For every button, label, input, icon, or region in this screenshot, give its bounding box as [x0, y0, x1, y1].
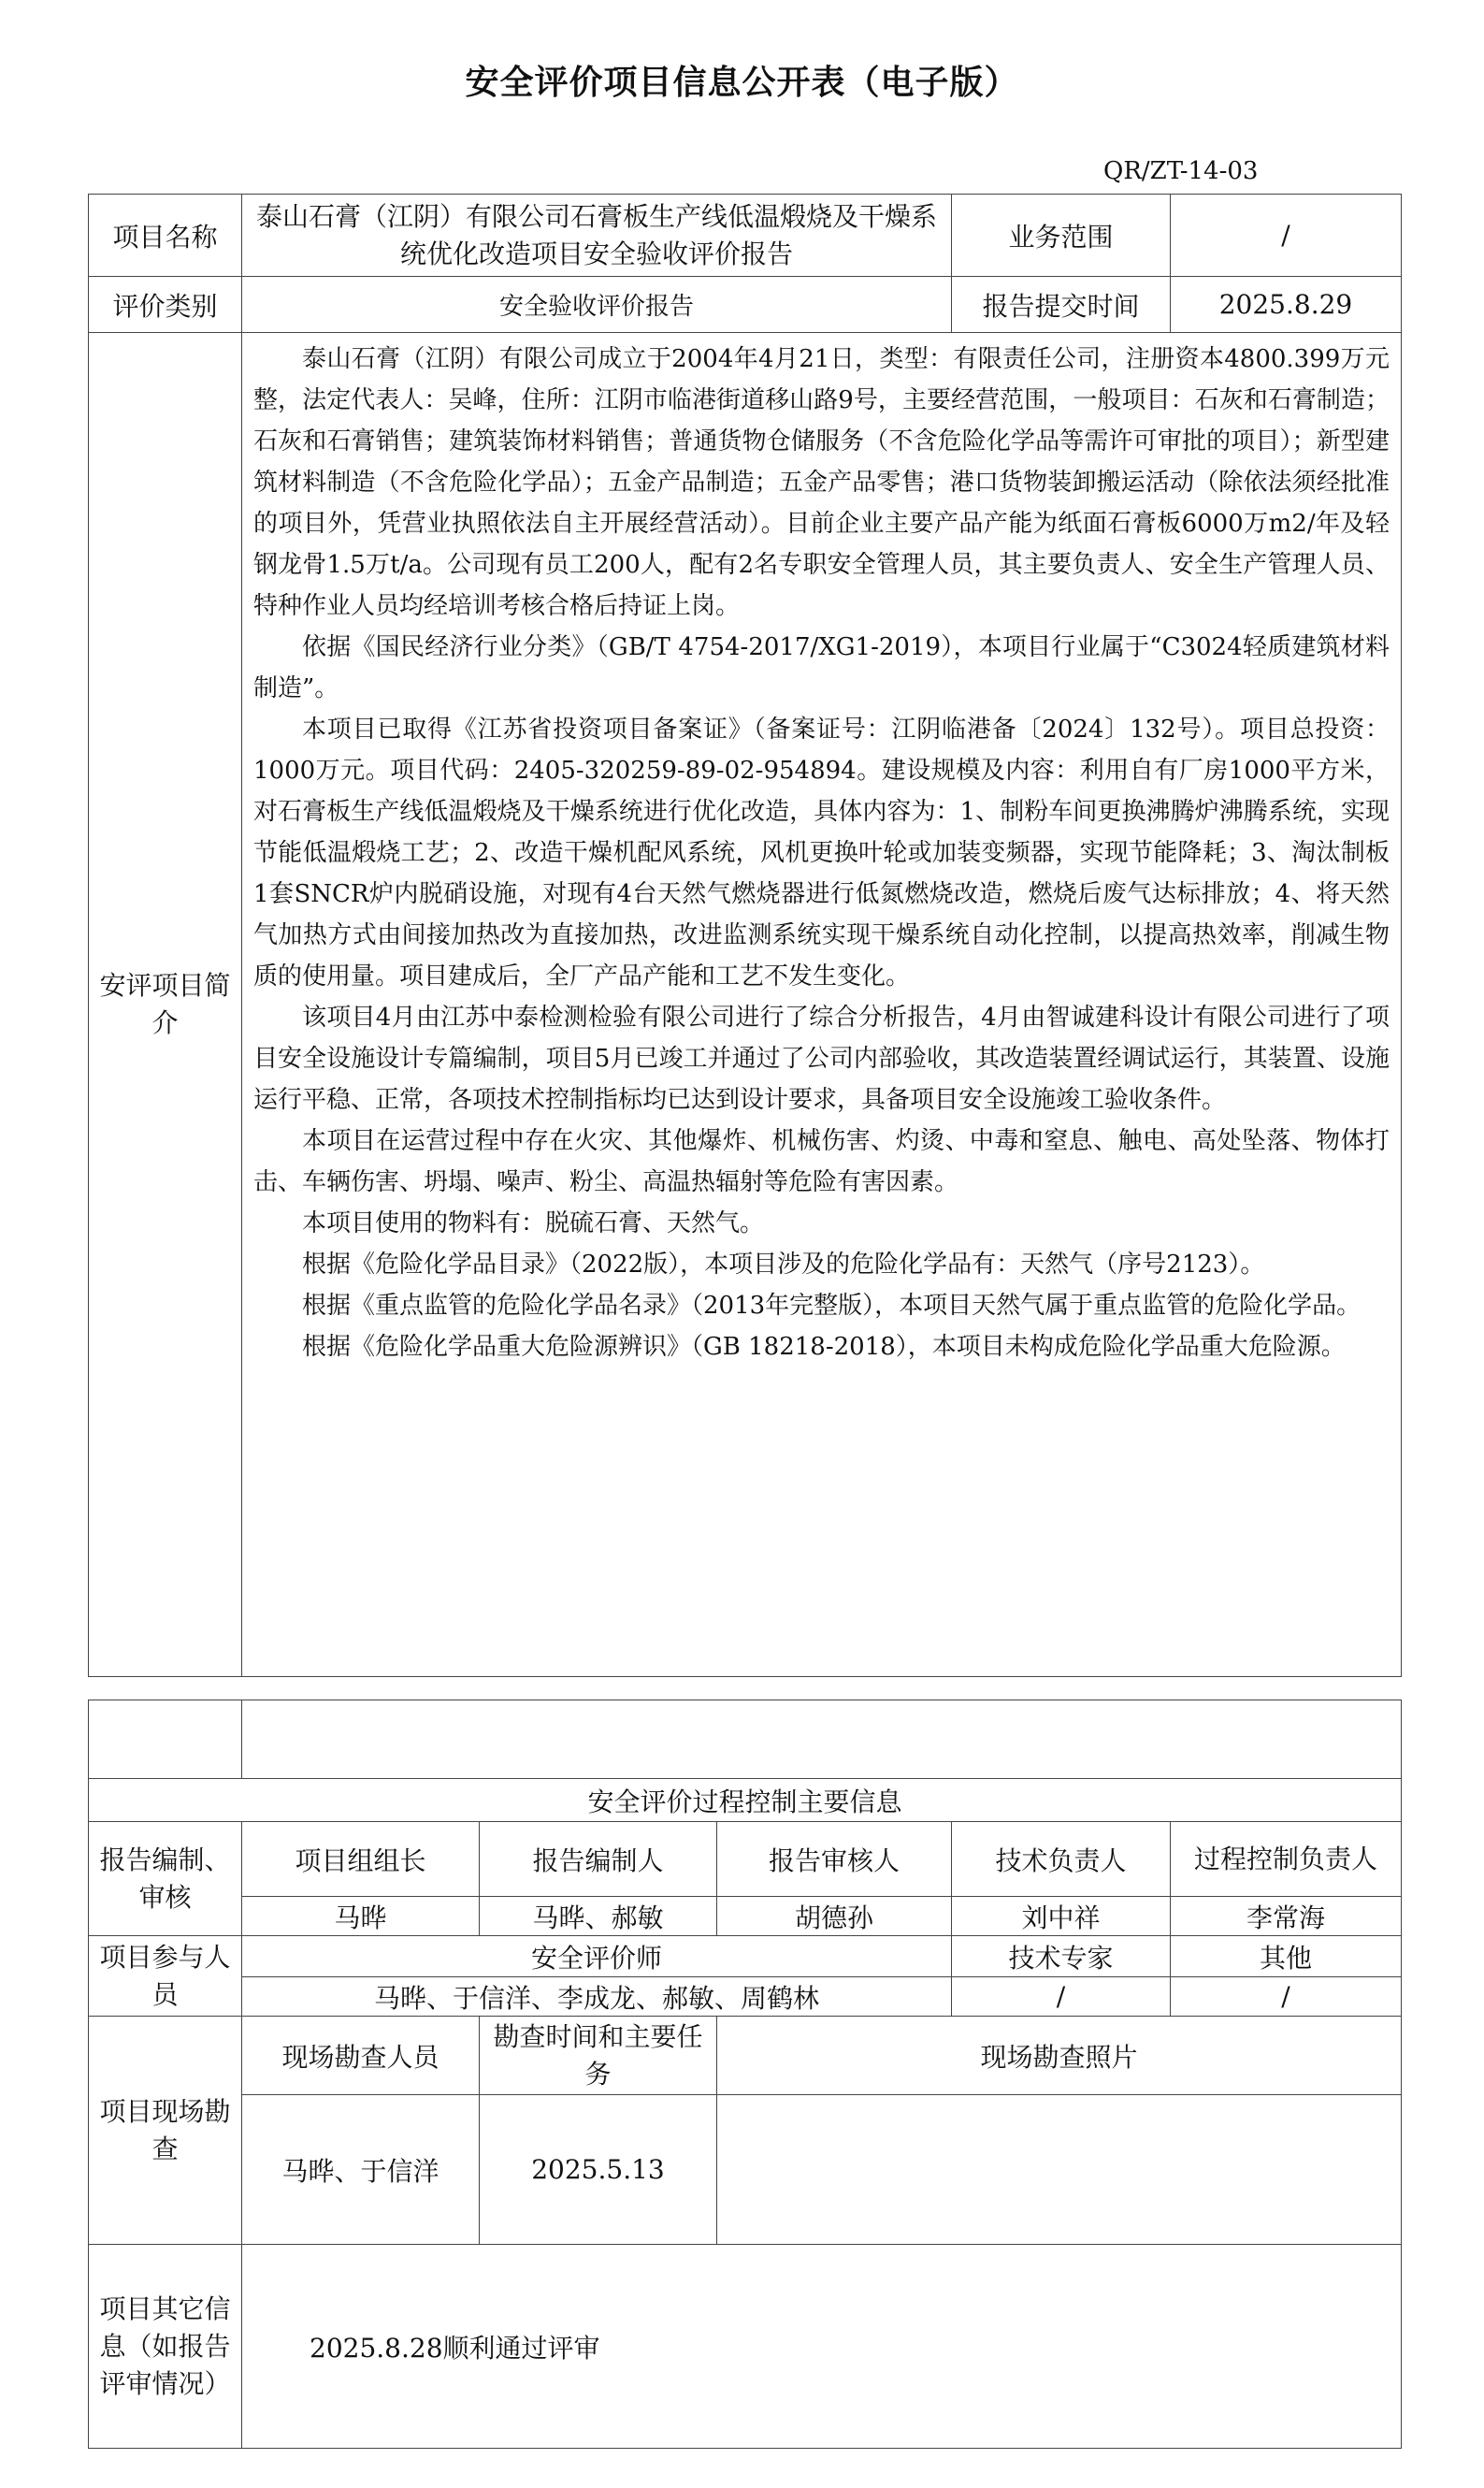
other-info-label: 项目其它信息（如报告评审情况） [89, 2245, 242, 2449]
person-cell: 胡德孙 [717, 1897, 952, 1936]
other-header: 其他 [1171, 1936, 1402, 1977]
others-value: / [1171, 1977, 1402, 2017]
intro-paragraph: 该项目4月由江苏中泰检测检验有限公司进行了综合分析报告，4月由智诚建科设计有限公司进行了项目安全设施设计专篇编制，项目5月已竣工并通过了公司内部验收，其改造装置经调试运行，其装置、设施运行平稳、正常，各项技术控制指标均已达到设计要求，具备项目安全设施竣工验收条件。 [253, 1004, 1390, 1114]
section-title: 安全评价过程控制主要信息 [89, 1779, 1402, 1822]
site-photo-area [717, 2095, 1402, 2245]
intro-paragraph: 本项目使用的物料有：脱硫石膏、天然气。 [302, 1209, 765, 1237]
person-cell: 李常海 [1171, 1897, 1402, 1936]
evaluators-value: 马晔、于信洋、李成龙、郝敏、周鹤林 [242, 1977, 952, 2017]
intro-paragraph: 本项目已取得《江苏省投资项目备案证》（备案证号：江阴临港备〔2024〕132号）。项目总投资：1000万元。项目代码：2405-320259-89-02-954894。建设规模及内容：利用自有厂房1000平方米，对石膏板生产线低温煅烧及干燥系统进行优化改造，具体内容为：1、制粉车间更换沸腾炉沸腾系统，实现节能低温煅烧工艺；2、改造干燥机配风系统，风机更换叶轮或加装变频器，实现节能降耗；3、淘汰制板1套SNCR炉内脱硝设施，对现有4台天然气燃烧器进行低氮燃烧改造，燃烧后废气达标排放；4、将天然气加热方式由间接加热改为直接加热，改进监测系统实现干燥系统自动化控制，以提高热效率，削减生物质的使用量。项目建成后，全厂产品产能和工艺不发生变化。 [253, 716, 1390, 991]
process-control-table [88, 1700, 1402, 2449]
intro-paragraph: 泰山石膏（江阴）有限公司成立于2004年4月21日，类型：有限责任公司，注册资本4800.399万元整，法定代表人：吴峰，住所：江阴市临港街道移山路9号，主要经营范围，一般项目：石灰和石膏制造；石灰和石膏销售；建筑装饰材料销售；普通货物仓储服务（不含危险化学品等需许可审批的项目）；新型建筑材料制造（不含危险化学品）；五金产品制造；五金产品零售；港口货物装卸搬运活动（除依法须经批准的项目外，凭营业执照依法自主开展经营活动）。目前企业主要产品产能为纸面石膏板6000万m2/年及轻钢龙骨1.5万t/a。公司现有员工200人，配有2名专职安全管理人员，其主要负责人、安全生产管理人员、特种作业人员均经培训考核合格后持证上岗。 [253, 345, 1390, 620]
person-cell: 刘中祥 [952, 1897, 1171, 1936]
business-scope-label: 业务范围 [952, 195, 1171, 277]
intro-paragraph: 本项目在运营过程中存在火灾、其他爆炸、机械伤害、灼烫、中毒和窒息、触电、高处坠落、物体打击、车辆伤害、坍塌、噪声、粉尘、高温热辐射等危险有害因素。 [253, 1127, 1390, 1196]
site-photo-header: 现场勘查照片 [717, 2017, 1402, 2095]
intro-content [242, 333, 1402, 1677]
participants-label: 项目参与人员 [89, 1936, 242, 2017]
person-cell: 马晔、郝敏 [480, 1897, 717, 1936]
intro-paragraph: 依据《国民经济行业分类》（GB/T 4754-2017/XG1-2019），本项目行业属于“C3024轻质建筑材料制造”。 [253, 633, 1390, 702]
site-time-header: 勘查时间和主要任务 [480, 2017, 717, 2095]
submit-time-label: 报告提交时间 [952, 277, 1171, 333]
page-title: 安全评价项目信息公开表（电子版） [465, 63, 1019, 102]
experts-value: / [952, 1977, 1171, 2017]
eval-type-value: 安全验收评价报告 [242, 277, 952, 333]
other-info-value: 2025.8.28顺利通过评审 [242, 2245, 1402, 2449]
role-header: 报告审核人 [717, 1822, 952, 1897]
document-number: QR/ZT-14-03 [1103, 157, 1259, 185]
eval-type-label: 评价类别 [89, 277, 242, 333]
blank-cell [89, 1700, 242, 1779]
intro-label: 安评项目简介 [89, 333, 242, 1677]
blank-cell [242, 1700, 1402, 1779]
intro-paragraph: 根据《危险化学品重大危险源辨识》（GB 18218-2018），本项目未构成危险化学品重大危险源。 [302, 1333, 1346, 1361]
project-name-label: 项目名称 [89, 195, 242, 277]
role-header: 过程控制负责人 [1171, 1822, 1402, 1897]
role-header: 项目组组长 [242, 1822, 480, 1897]
intro-paragraph: 根据《重点监管的危险化学品名录》（2013年完整版），本项目天然气属于重点监管的危险化学品。 [302, 1292, 1362, 1320]
report-label: 报告编制、审核 [89, 1822, 242, 1936]
site-label: 项目现场勘查 [89, 2017, 242, 2245]
expert-header: 技术专家 [952, 1936, 1171, 1977]
project-info-table [88, 194, 1402, 1677]
role-header: 报告编制人 [480, 1822, 717, 1897]
site-staff-value: 马晔、于信洋 [242, 2095, 480, 2245]
intro-paragraph: 根据《危险化学品目录》（2022版），本项目涉及的危险化学品有：天然气（序号2123）。 [302, 1251, 1265, 1279]
site-time-value: 2025.5.13 [480, 2095, 717, 2245]
role-header: 技术负责人 [952, 1822, 1171, 1897]
evaluator-header: 安全评价师 [242, 1936, 952, 1977]
person-cell: 马晔 [242, 1897, 480, 1936]
business-scope-value: / [1171, 195, 1402, 277]
site-staff-header: 现场勘查人员 [242, 2017, 480, 2095]
submit-time-value: 2025.8.29 [1171, 277, 1402, 333]
project-name-value: 泰山石膏（江阴）有限公司石膏板生产线低温煅烧及干燥系统优化改造项目安全验收评价报告 [242, 195, 952, 277]
